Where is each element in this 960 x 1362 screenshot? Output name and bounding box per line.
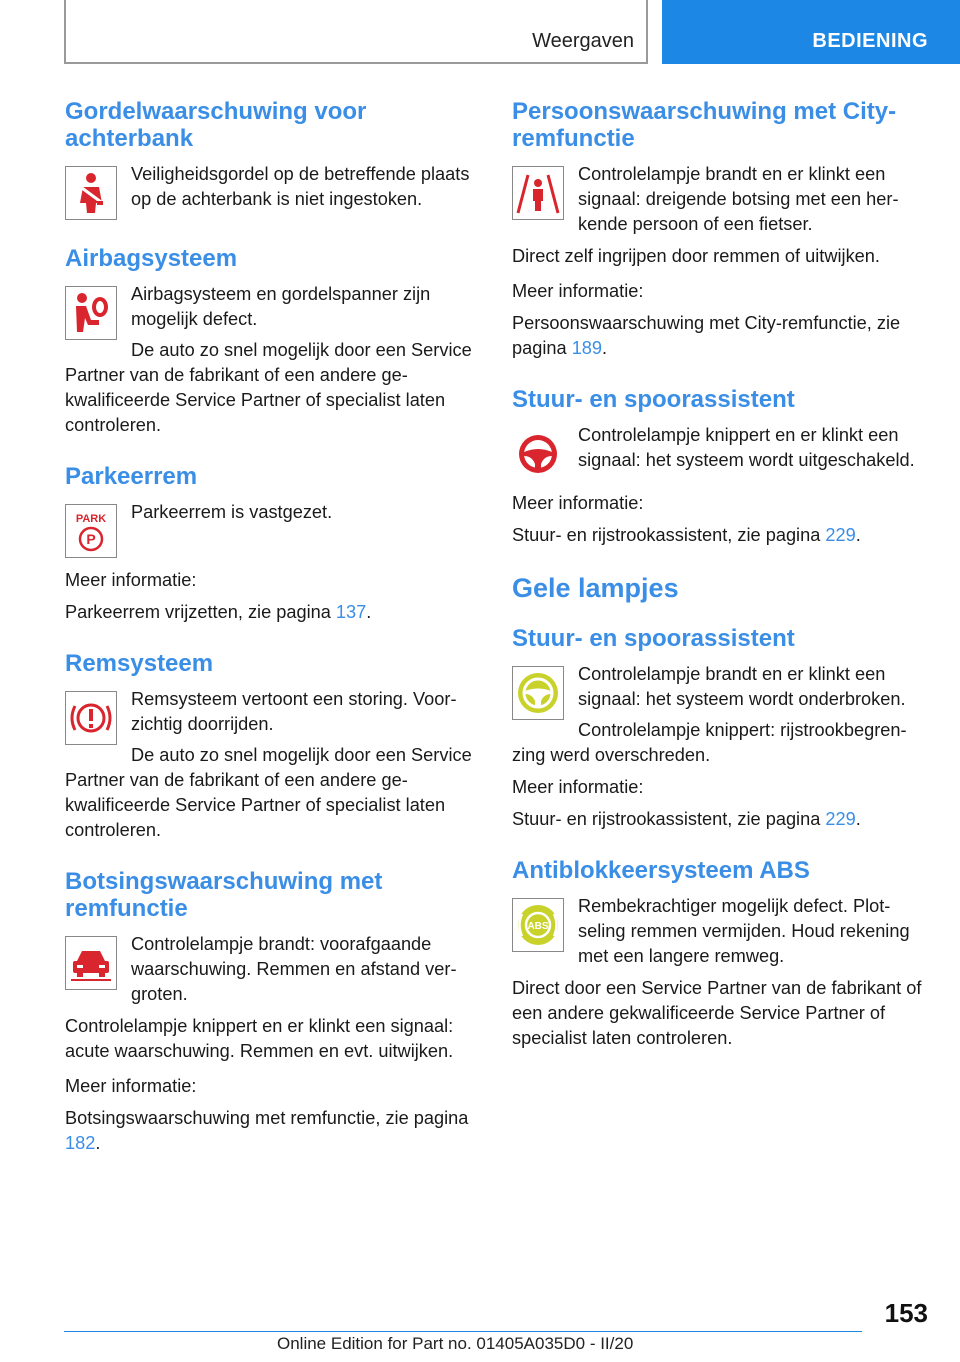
section-title: Persoonswaarschuwing met City-remfunctie	[512, 98, 897, 152]
entry-text: De auto zo snel mogelijk door een Service Partner van de fabrikant of een andere gekwalificeerde Service Partner of specialist laten controleren.	[65, 745, 472, 840]
steering-wheel-yellow-icon	[512, 666, 564, 720]
page-link[interactable]: 182	[65, 1133, 96, 1153]
entry-text: Controlelampje brandt en er klinkt een signaal: het systeem wordt onderbroken.	[578, 664, 906, 709]
abs-warning-icon	[512, 898, 564, 952]
left-column	[65, 98, 479, 1181]
page-number: 153	[884, 1298, 928, 1328]
entry-text: Controlelampje brandt: voorafgaande waarschuwing. Remmen en afstand vergroten.	[131, 934, 457, 1004]
header-chapter-box	[662, 0, 960, 64]
seatbelt-warning-icon	[65, 166, 117, 220]
page-reference: Parkeerrem vrijzetten, zie pagina 137.	[65, 602, 372, 622]
page-reference: Persoonswaarschuwing met City-remfunctie, zie pagina 189.	[512, 313, 901, 358]
section-title: Airbagsysteem	[65, 245, 238, 272]
footer-edition: Online Edition for Part no. 01405A035D0 - II/20	[277, 1334, 634, 1353]
entry-text: Controlelampje brandt en er klinkt een signaal: dreigende botsing met een herkende persoon of een fietser.	[578, 164, 899, 234]
more-info-label: Meer informatie:	[65, 570, 197, 590]
section-title: Gordelwaarschuwing voor achterbank	[65, 98, 367, 152]
entry-text: Direct door een Service Partner van de fabrikant of een andere gekwalificeerde Service Partner of specialist laten controleren.	[512, 978, 922, 1048]
icon-label: PARK	[75, 513, 107, 525]
entry-text: Parkeerrem is vastgezet.	[131, 502, 333, 522]
page-link[interactable]: 229	[825, 525, 856, 545]
page-reference: Botsingswaarschuwing met remfunctie, zie pagina 182.	[65, 1108, 469, 1153]
collision-warning-icon	[65, 936, 117, 990]
entry-text: Airbagsysteem en gordelspanner zijn mogelijk defect.	[131, 284, 431, 329]
section-title: Antiblokkeersysteem ABS	[512, 857, 810, 884]
more-info-label: Meer informatie:	[512, 493, 644, 513]
warning-entry	[512, 894, 926, 976]
warning-entry	[65, 162, 479, 220]
chapter-title-gele-lampjes: Gele lampjes	[512, 573, 679, 603]
section-title: Botsingswaarschuwing met remfunctie	[65, 868, 383, 922]
steering-wheel-red-icon	[512, 427, 564, 481]
page-link[interactable]: 229	[825, 809, 856, 829]
entry-text: Controlelampje knippert: rijstrookbegrenzing werd overschreden.	[512, 720, 907, 765]
warning-entry	[65, 500, 479, 558]
section-title: Stuur- en spoorassistent	[512, 386, 795, 413]
section-gordelwaarschuwing	[65, 98, 479, 220]
footer-divider	[64, 1331, 862, 1332]
pedestrian-warning-icon	[512, 166, 564, 220]
entry-text: Remsysteem vertoont een storing. Voorzichtig doorrijden.	[131, 689, 457, 734]
more-info-label: Meer informatie:	[65, 1076, 197, 1096]
entry-text: Controlelampje knippert en er klinkt een signaal: acute waarschuwing. Remmen en evt. uitwijken.	[65, 1016, 454, 1061]
warning-entry	[65, 932, 479, 1014]
page-reference: Stuur- en rijstrookassistent, zie pagina 229.	[512, 809, 861, 829]
svg-text:P: P	[86, 531, 96, 547]
header-section-title: Weergaven	[532, 30, 634, 52]
warning-entry	[512, 662, 926, 720]
more-info-label: Meer informatie:	[512, 777, 644, 797]
section-parkeerrem	[65, 463, 479, 625]
brake-system-icon	[65, 691, 117, 745]
header-chapter-title: BEDIENING	[812, 30, 928, 52]
section-stuurassistent-geel	[512, 625, 926, 832]
page-link[interactable]: 137	[335, 602, 367, 622]
warning-entry	[512, 162, 926, 244]
warning-entry	[65, 687, 479, 745]
section-botsingswaarschuwing	[65, 868, 479, 1156]
entry-text: Rembekrachtiger mogelijk defect. Plotseling remmen vermijden. Houd rekening met een langere remweg.	[578, 896, 910, 966]
parking-brake-icon	[65, 504, 117, 558]
section-remsysteem	[65, 650, 479, 843]
header-section-box	[64, 0, 648, 64]
section-persoonswaarschuwing	[512, 98, 926, 361]
more-info-label: Meer informatie:	[512, 281, 644, 301]
icon-label: ABS	[527, 921, 549, 932]
warning-entry	[65, 282, 479, 340]
warning-entry	[512, 423, 926, 481]
entry-text: Direct zelf ingrijpen door remmen of uitwijken.	[512, 246, 880, 266]
entry-text: Veiligheidsgordel op de betreffende plaats op de achterbank is niet ingestoken.	[131, 164, 470, 209]
section-title: Stuur- en spoorassistent	[512, 625, 795, 652]
page-link[interactable]: 189	[571, 338, 603, 358]
entry-text: De auto zo snel mogelijk door een Service Partner van de fabrikant of een andere gekwalificeerde Service Partner of specialist laten controleren.	[65, 340, 472, 435]
section-stuurassistent-rood	[512, 386, 926, 548]
page-reference: Stuur- en rijstrookassistent, zie pagina 229.	[512, 525, 861, 545]
section-title: Remsysteem	[65, 650, 214, 677]
section-abs	[512, 857, 926, 1051]
right-column	[512, 98, 926, 1076]
section-title: Parkeerrem	[65, 463, 198, 490]
entry-text: Controlelampje knippert en er klinkt een signaal: het systeem wordt uitgeschakeld.	[578, 425, 915, 470]
section-airbagsysteem	[65, 245, 479, 438]
airbag-warning-icon	[65, 286, 117, 340]
